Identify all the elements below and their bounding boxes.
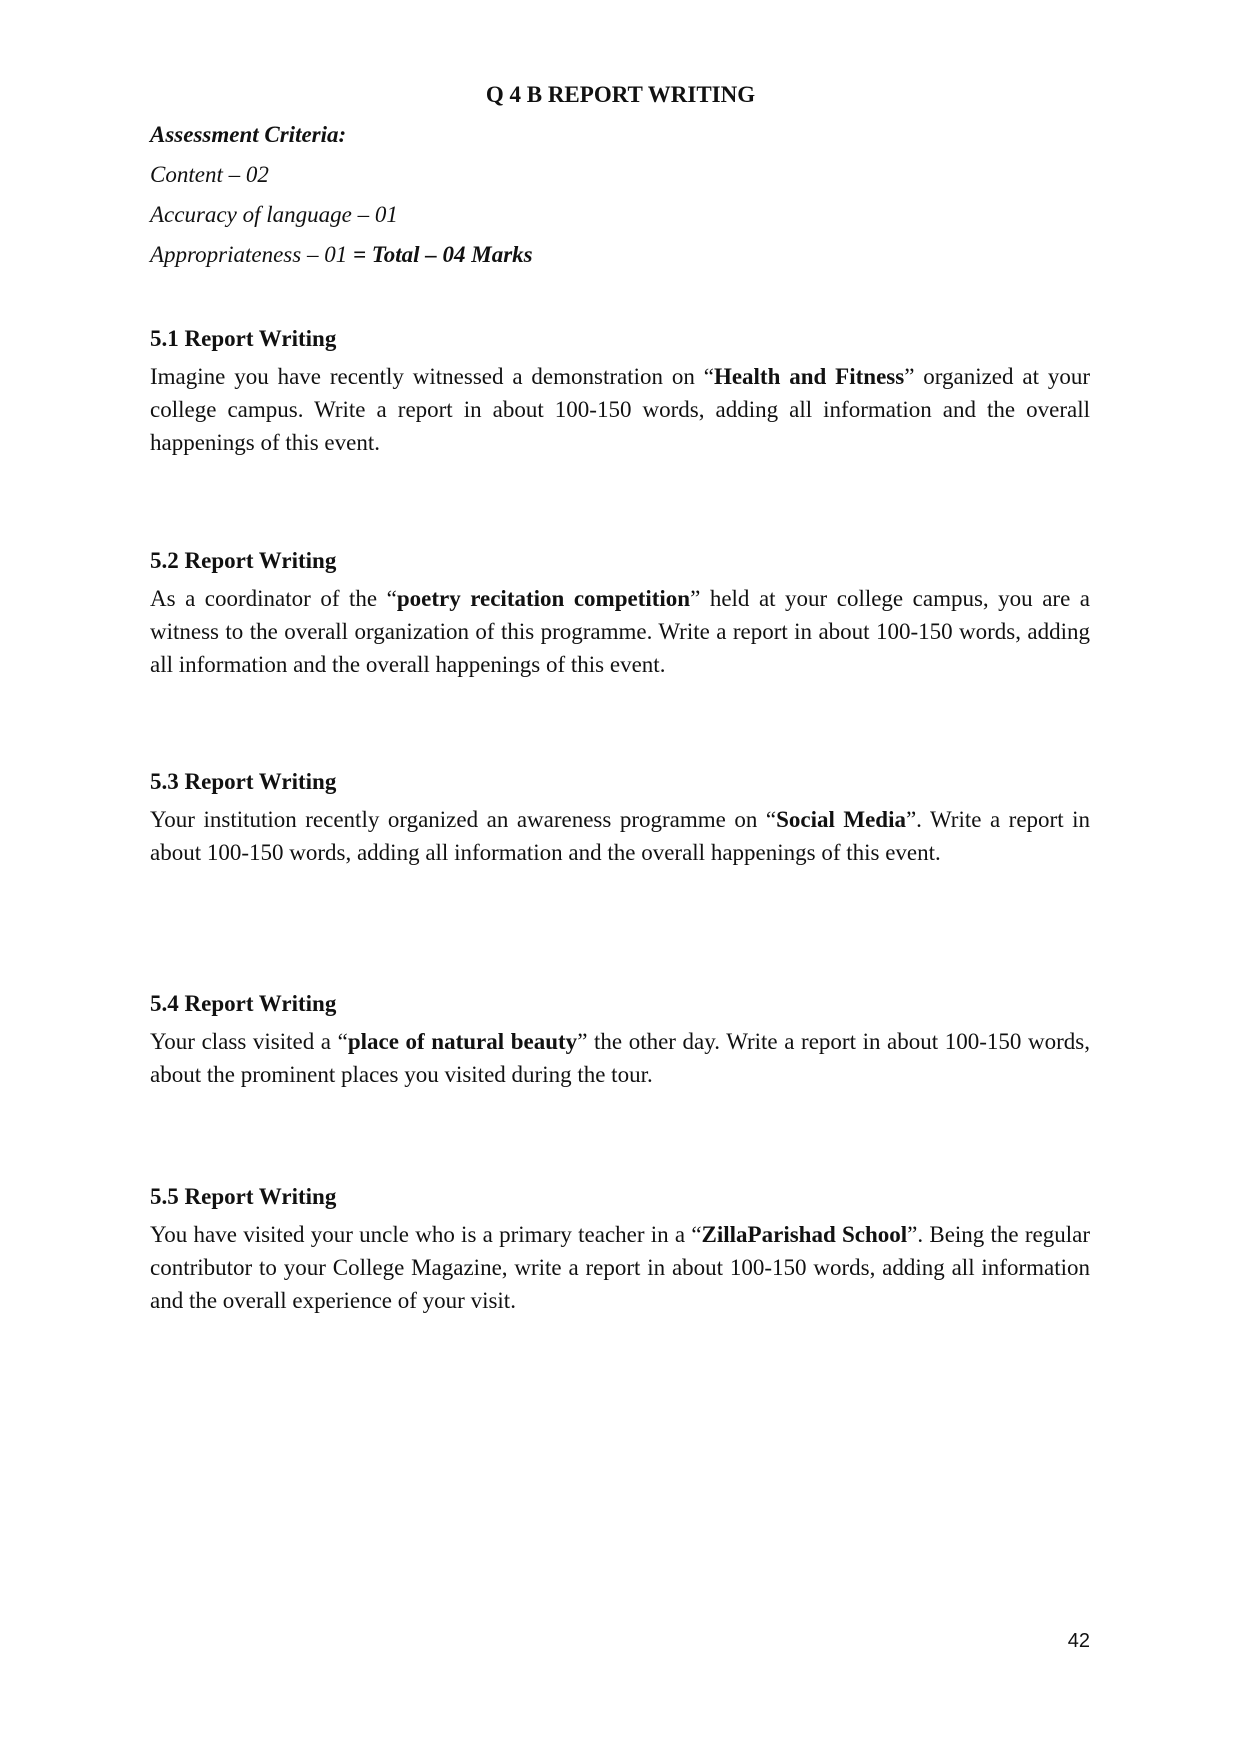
section-text: ”. Write a report in about 100-150 words, adding all information and the overall happenings of this event. — [150, 807, 1090, 865]
section-heading-5-3: 5.3 Report Writing — [150, 769, 337, 794]
page-title: Q 4 B REPORT WRITING — [485, 82, 756, 107]
criteria-appropriateness: Appropriateness – 01 — [150, 242, 348, 267]
section-text: ”. Being the regular contributor to your College Magazine, write a report in about 100-150 words, adding all information and the overall experience of your visit. — [150, 1222, 1091, 1313]
section-text: ” organized at your college campus. Write a report in about 100-150 words, adding all information and the overall happenings of this event. — [150, 364, 1090, 455]
section-keyword: poetry recitation competition — [396, 586, 691, 611]
section-text: Your class visited a “ — [150, 1029, 348, 1054]
section-text: Imagine you have recently witnessed a demonstration on “ — [150, 364, 714, 389]
section-text: ” the other day. Write a report in about 100-150 words, about the prominent places you visited during the tour. — [150, 1029, 1090, 1087]
section-body-5-2 — [150, 582, 1090, 681]
section-heading-5-4: 5.4 Report Writing — [150, 991, 337, 1016]
assessment-criteria-heading: Assessment Criteria: — [150, 122, 347, 147]
section-keyword: Social Media — [776, 807, 906, 832]
criteria-appropriateness-line — [150, 242, 533, 268]
section-body-5-5 — [150, 1218, 1090, 1317]
section-body-5-3 — [150, 803, 1090, 869]
section-keyword: place of natural beauty — [347, 1029, 578, 1054]
section-text: You have visited your uncle who is a primary teacher in a “ — [150, 1222, 702, 1247]
section-text: ” held at your college campus, you are a witness to the overall organization of this programme. Write a report in about 100-150 words, adding all information and the overall happenings of this event. — [150, 586, 1090, 677]
section-keyword: Health and Fitness — [713, 364, 905, 389]
section-body-5-4 — [150, 1025, 1090, 1091]
section-text: Your institution recently organized an awareness programme on “ — [150, 807, 777, 832]
section-body-5-1 — [150, 360, 1090, 459]
criteria-total: = Total – 04 Marks — [352, 242, 533, 267]
page-number: 42 — [1067, 1630, 1090, 1652]
section-heading-5-2: 5.2 Report Writing — [150, 548, 337, 573]
section-keyword: ZillaParishad School — [701, 1222, 908, 1247]
section-text: As a coordinator of the “ — [150, 586, 397, 611]
section-heading-5-1: 5.1 Report Writing — [150, 326, 337, 351]
criteria-accuracy: Accuracy of language – 01 — [150, 202, 398, 227]
section-heading-5-5: 5.5 Report Writing — [150, 1184, 337, 1209]
criteria-content: Content – 02 — [150, 162, 269, 187]
